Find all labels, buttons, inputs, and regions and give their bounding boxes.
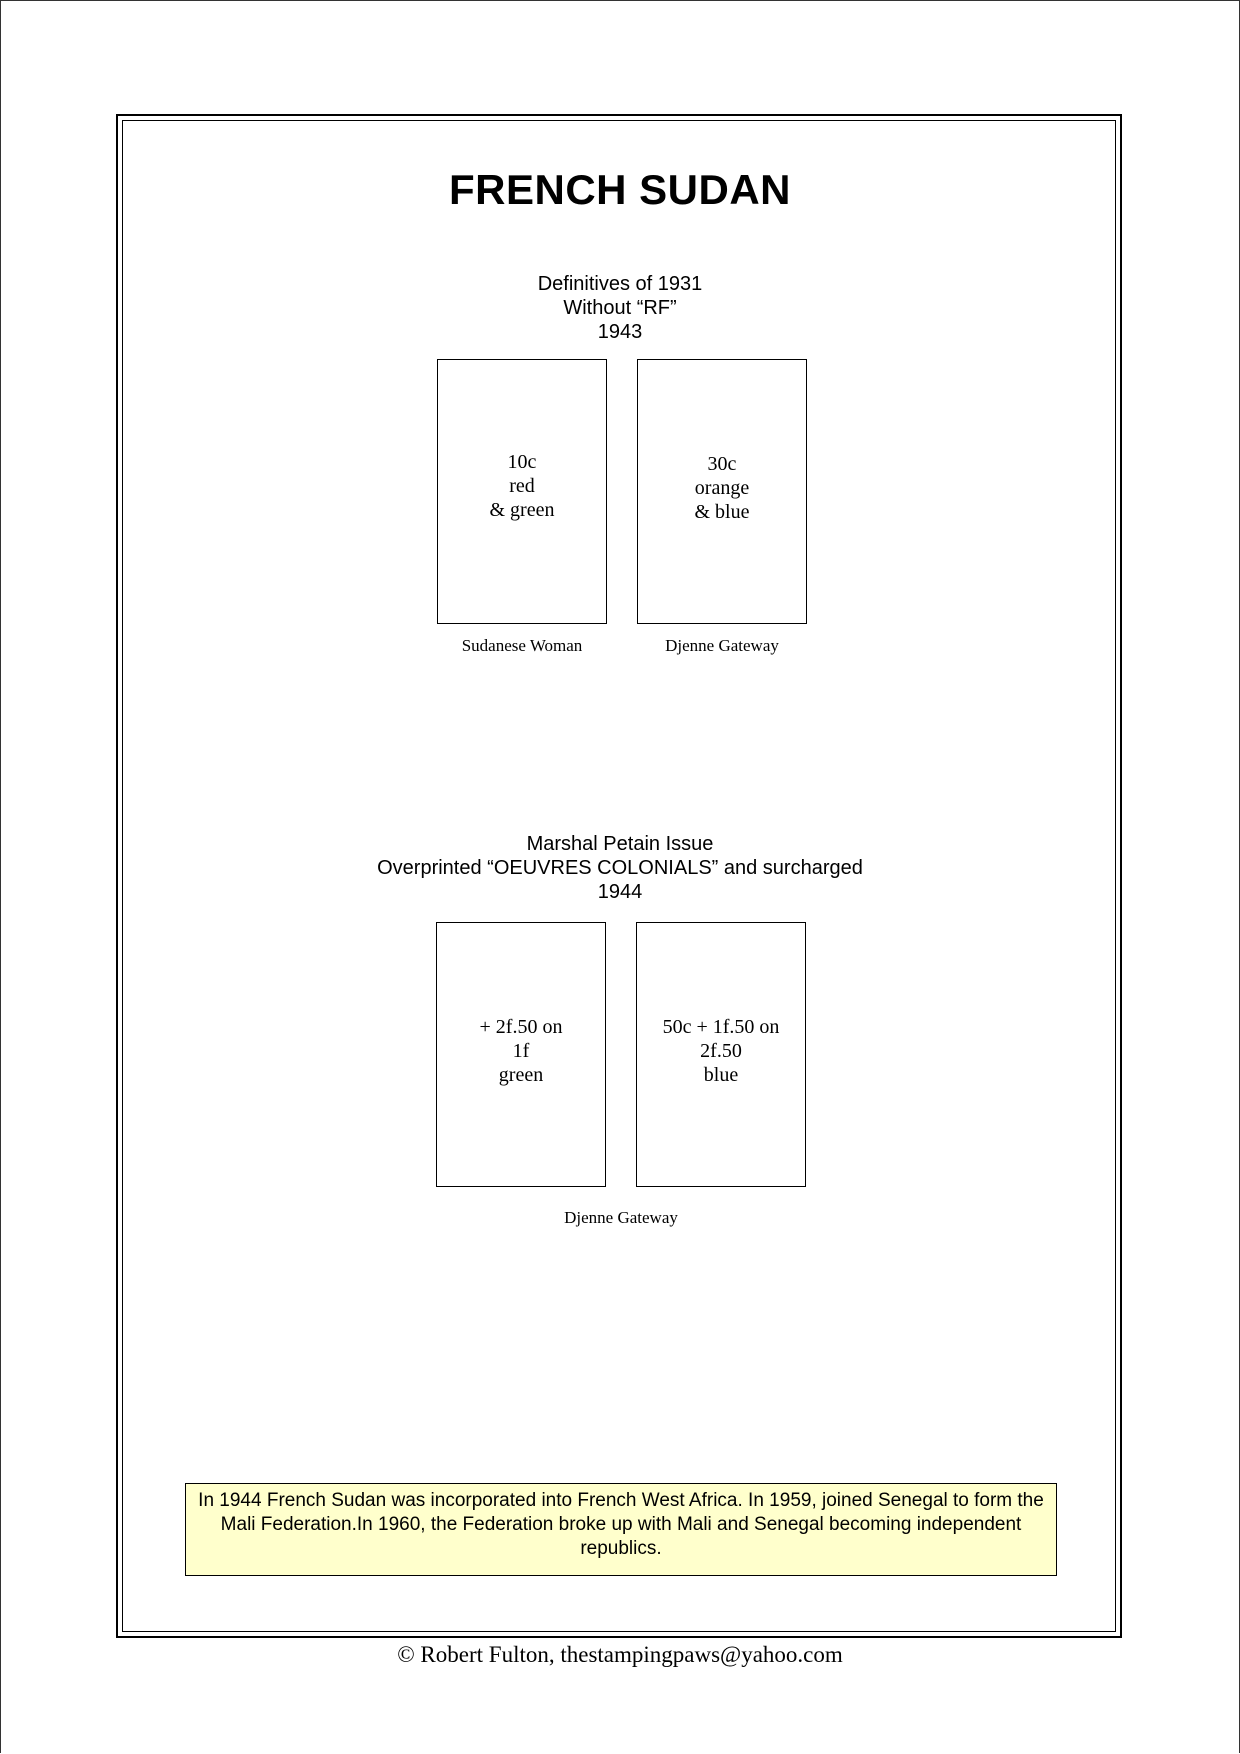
stamp-line: & green xyxy=(489,499,555,521)
stamp-line: 10c xyxy=(507,451,537,473)
stamp-line: red xyxy=(509,475,535,497)
stamp-line: blue xyxy=(703,1064,739,1086)
stamp-caption: Djenne Gateway xyxy=(564,1208,678,1227)
section-heading-line: Overprinted “OEUVRES COLONIALS” and surcharged xyxy=(377,857,863,879)
section-heading-line: 1943 xyxy=(597,321,643,343)
stamp-space-30c xyxy=(637,359,807,624)
history-note: In 1944 French Sudan was incorporated into French West Africa. In 1959, joined Senegal to form the Mali Federation.In 1960, the Federation broke up with Mali and Senegal becoming independent republics. xyxy=(185,1483,1057,1576)
stamp-line: + 2f.50 on xyxy=(479,1016,563,1038)
page-title: FRENCH SUDAN xyxy=(449,166,791,213)
stamp-space-2f50 xyxy=(436,922,606,1187)
stamp-line: green xyxy=(498,1064,544,1086)
copyright-footer: © Robert Fulton, thestampingpaws@yahoo.com xyxy=(397,1642,843,1667)
stamp-line: 50c + 1f.50 on xyxy=(662,1016,780,1038)
stamp-line: 2f.50 xyxy=(700,1040,742,1062)
section-heading-line: Without “RF” xyxy=(563,297,677,319)
stamp-caption: Sudanese Woman xyxy=(461,636,583,655)
stamp-description xyxy=(438,450,606,522)
stamp-space-50c xyxy=(636,922,806,1187)
stamp-line: 1f xyxy=(512,1040,530,1062)
section-heading-petain xyxy=(0,832,1240,904)
stamp-description xyxy=(437,1015,605,1087)
stamp-line: 30c xyxy=(707,453,737,475)
section-heading-line: 1944 xyxy=(597,881,643,903)
stamp-description xyxy=(637,1015,805,1087)
stamp-caption: Djenne Gateway xyxy=(665,636,779,655)
stamp-line: orange xyxy=(694,477,750,499)
section-heading-line: Definitives of 1931 xyxy=(537,273,703,295)
stamp-space-10c xyxy=(437,359,607,624)
section-heading-definitives xyxy=(0,272,1240,344)
stamp-line: & blue xyxy=(694,501,750,523)
section-heading-line: Marshal Petain Issue xyxy=(526,833,714,855)
stamp-description xyxy=(638,452,806,524)
